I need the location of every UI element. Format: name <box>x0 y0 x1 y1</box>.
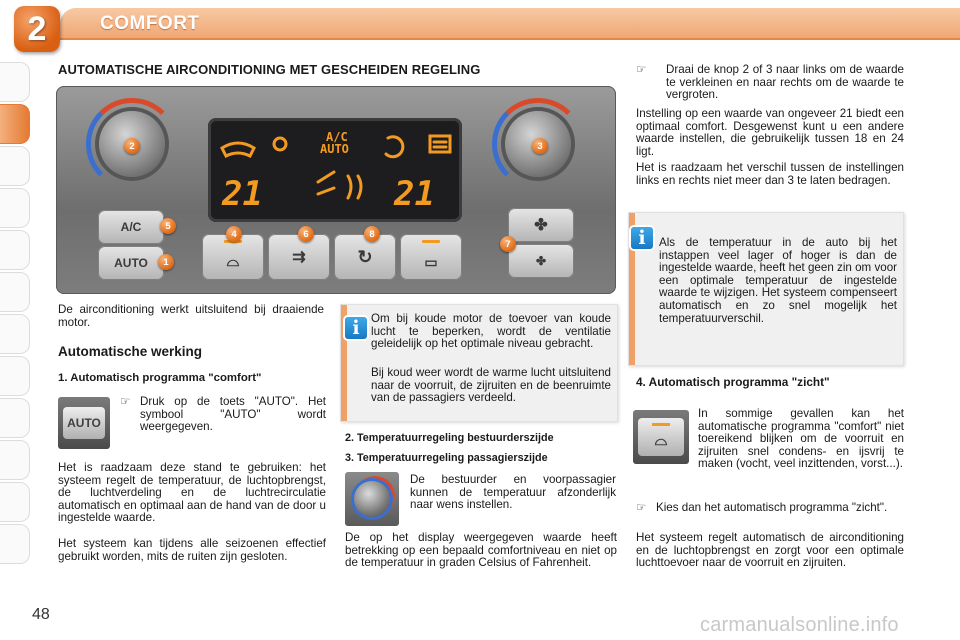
chapter-tab-6[interactable] <box>0 272 30 312</box>
callout-2: 2 <box>124 138 140 154</box>
temp-knob-photo <box>345 472 399 526</box>
chapter-tab-2[interactable] <box>0 104 30 144</box>
chapter-badge <box>14 6 60 52</box>
item1-bullet-text: Druk op de toets "AUTO". Het symbool "AUTO" wordt weergegeven. <box>140 395 326 434</box>
rear-demist-icon <box>430 136 450 152</box>
info-box-text-2: Bij koud weer wordt de warme lucht uitsluitend naar de voorruit, de zijruiten en de beenruimte van de passagiers verdeeld. <box>371 366 611 405</box>
chapter-tab-9[interactable] <box>0 398 30 438</box>
callout-7: 7 <box>500 236 516 252</box>
info-box-temperature-text: Als de temperatuur in de auto bij het instappen veel lager of hoger is dan de ingestelde waarde, heeft het geen zin om voor een optimale temperatuur de ingestelde waarde te wijzigen. Het systeem compenseert automatisch en zo snel mogelijk het temperatuurverschil. <box>659 236 897 325</box>
chapter-tab-11[interactable] <box>0 482 30 522</box>
chapter-tab-3[interactable] <box>0 146 30 186</box>
air-distribution-btn-icon: ⇉ <box>292 249 306 266</box>
visibility-icon: ⌓ <box>226 253 240 270</box>
auto-button-label: AUTO <box>114 256 148 270</box>
callout-6: 6 <box>298 226 314 242</box>
climate-display <box>208 118 462 222</box>
watermark: carmanualsonline.info <box>700 614 899 636</box>
callout-3: 3 <box>532 138 548 154</box>
ac-button-label: A/C <box>120 220 142 234</box>
chapter-header <box>0 0 960 52</box>
item3-text: De bestuurder en voorpassagier kunnen de temperatuur afzonderlijk naar wens instellen. <box>410 473 616 512</box>
right-para-3: Het systeem regelt automatisch de airconditioning en de luchtopbrengst en zorgt voor een optimale luchttoevoer naar de voorruit en zijruiten. <box>636 531 904 570</box>
display-temp-left: 21 <box>222 174 263 214</box>
right-para-1: Instelling op een waarde van ongeveer 21 biedt een optimaal comfort. Desgewenst kunt u een andere waarde instellen, die gebruikelijk tussen 18 en 24 ligt. <box>636 107 904 158</box>
item3-title: 3. Temperatuurregeling passagierszijde <box>345 452 548 464</box>
callout-8: 8 <box>364 226 380 242</box>
callout-5: 5 <box>160 218 176 234</box>
fan-small-icon: ✤ <box>535 254 547 268</box>
callout-4: 4 <box>226 226 242 242</box>
info-box-temperature <box>628 212 904 366</box>
auto-button <box>98 246 164 280</box>
item4-title: 4. Automatisch programma "zicht" <box>636 375 830 389</box>
chapter-title: COMFORT <box>100 13 200 34</box>
right-para-2: Het is raadzaam het verschil tussen de instellingen links en rechts niet meer dan 3 te laten bedragen. <box>636 161 904 187</box>
windscreen-icon <box>222 143 254 156</box>
main-title: AUTOMATISCHE AIRCONDITIONING MET GESCHEIDEN REGELING <box>58 62 481 77</box>
chapter-tab-1[interactable] <box>0 62 30 102</box>
auto-button-photo-label: AUTO <box>63 407 105 439</box>
bullet-hand-icon: ☞ <box>636 63 647 76</box>
item1-title: 1. Automatisch programma "comfort" <box>58 372 262 384</box>
chapter-number: 2 <box>27 9 47 48</box>
rear-demist-btn-icon: ▭ <box>424 253 438 270</box>
right-bullet-2-text: Kies dan het automatisch programma "zicht". <box>656 501 888 514</box>
recirculation-button <box>334 234 396 280</box>
display-ac-label: A/C <box>326 130 348 144</box>
item2-title: 2. Temperatuurregeling bestuurderszijde <box>345 432 554 444</box>
distribution-button <box>268 234 330 280</box>
auto-button-photo <box>58 397 110 449</box>
chapter-tab-12[interactable] <box>0 524 30 564</box>
info-icon: i <box>631 227 653 249</box>
fan-large-icon: ✤ <box>534 217 548 234</box>
bullet-hand-icon: ☞ <box>636 501 647 514</box>
chapter-tabs <box>0 62 34 566</box>
info-box-cold-engine <box>340 304 618 422</box>
chapter-tab-5[interactable] <box>0 230 30 270</box>
page-number: 48 <box>32 606 50 623</box>
info-box-text-1: Om bij koude motor de toevoer van koude lucht te beperken, wordt de ventilatie geleidelijk op het optimale niveau gebracht. <box>371 312 611 351</box>
fan-icon <box>274 138 286 150</box>
left-para-1: Het is raadzaam deze stand te gebruiken: het systeem regelt de temperatuur, de luchtopbrengst, de luchtverdeling en de luchtrecirculatie automatisch en optimaal aan de hand van de door u ingestelde waarde. <box>58 461 326 525</box>
right-bullet-2 <box>636 502 904 515</box>
display-temp-right: 21 <box>394 174 435 214</box>
fan-up-button <box>508 208 574 242</box>
recirculation-icon <box>386 137 403 157</box>
left-para-2: Het systeem kan tijdens alle seizoenen effectief gebruikt worden, mits de ruiten zijn gesloten. <box>58 537 326 563</box>
right-bullet-1-text: Draai de knop 2 of 3 naar links om de waarde te verkleinen en naar rechts om de waarde te vergroten. <box>666 63 904 102</box>
visibility-button-photo-face <box>638 418 684 456</box>
right-bullet-1 <box>636 64 904 102</box>
ac-button <box>98 210 164 244</box>
temp-knob-photo-knob <box>354 481 390 517</box>
chapter-tab-10[interactable] <box>0 440 30 480</box>
chapter-tab-8[interactable] <box>0 356 30 396</box>
visibility-photo-icon: ⌓ <box>654 432 668 449</box>
visibility-button-photo <box>633 410 689 464</box>
intro-text: De airconditioning werkt uitsluitend bij draaiende motor. <box>58 303 324 329</box>
display-auto-label: AUTO <box>320 142 349 156</box>
middle-para: De op het display weergegeven waarde heeft betrekking op een bepaald comfortniveau en niet op de temperatuur in graden Celsius of Fahrenheit. <box>345 531 617 570</box>
callout-1: 1 <box>158 254 174 270</box>
info-icon: i <box>345 317 367 339</box>
item1-bullet <box>120 396 326 434</box>
rear-demist-button <box>400 234 462 280</box>
bullet-hand-icon: ☞ <box>120 395 131 408</box>
item4-text: In sommige gevallen kan het automatische programma "comfort" niet toereikend blijken om de voorruit en zijruiten snel condens- en ijsvrij te maken (vocht, veel inzittenden, vorst...). <box>698 407 904 471</box>
chapter-tab-4[interactable] <box>0 188 30 228</box>
air-distribution-icon <box>318 172 361 198</box>
recirculation-btn-icon: ↻ <box>357 246 373 267</box>
chapter-tab-7[interactable] <box>0 314 30 354</box>
fan-down-button <box>508 244 574 278</box>
climate-panel-illustration <box>56 86 616 294</box>
section-title-automatic: Automatische werking <box>58 344 203 359</box>
